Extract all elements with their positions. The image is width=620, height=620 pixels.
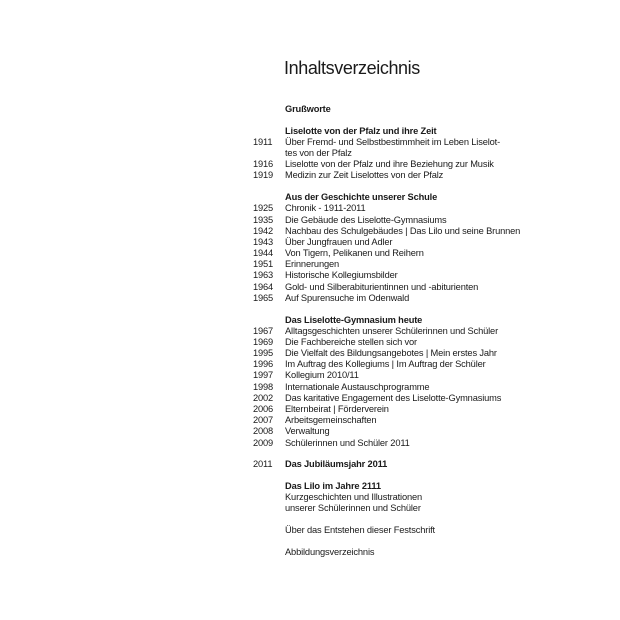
toc-heading-grussworte[interactable] bbox=[0, 104, 620, 115]
entry-title: Schülerinnen und Schüler 2011 bbox=[285, 437, 410, 448]
entry-year: 2009 bbox=[253, 437, 274, 448]
entry-year: 1967 bbox=[253, 325, 274, 336]
entry-year: 1916 bbox=[253, 159, 274, 170]
entry-year: 1998 bbox=[253, 381, 274, 392]
heading-text: Das Lilo im Jahre 2111 bbox=[285, 480, 381, 491]
entry-year: 2011 bbox=[253, 459, 273, 470]
heading-text: Das Liselotte-Gymnasium heute bbox=[285, 314, 423, 325]
entry-year: 2007 bbox=[253, 415, 274, 426]
entry-year: 2008 bbox=[253, 426, 274, 437]
toc-entry[interactable] bbox=[0, 393, 620, 404]
toc-entry-abbildungen[interactable] bbox=[0, 547, 620, 558]
toc-heading-pfalz[interactable] bbox=[0, 126, 620, 137]
toc-entry[interactable] bbox=[0, 492, 620, 503]
entry-year: 1911 bbox=[253, 136, 273, 147]
toc-entry[interactable] bbox=[0, 237, 620, 248]
entry-title: Kurzgeschichten und Illustrationen bbox=[285, 492, 423, 503]
entry-title: Über Jungfrauen und Adler bbox=[285, 236, 393, 247]
entry-title: Gold- und Silberabiturientinnen und -abiturienten bbox=[285, 281, 479, 292]
toc-entry[interactable] bbox=[0, 270, 620, 281]
toc-entry[interactable] bbox=[0, 438, 620, 449]
toc-entry[interactable] bbox=[0, 159, 620, 170]
toc-entry[interactable] bbox=[0, 226, 620, 237]
toc-entry[interactable] bbox=[0, 370, 620, 381]
entry-year: 1944 bbox=[253, 248, 274, 259]
entry-title: Das karitative Engagement des Liselotte-Gymnasiums bbox=[285, 392, 502, 403]
entry-title: Arbeitsgemeinschaften bbox=[285, 415, 377, 426]
entry-year: 2002 bbox=[253, 392, 274, 403]
entry-title: Abbildungsverzeichnis bbox=[285, 546, 375, 557]
entry-title: Die Vielfalt des Bildungsangebotes | Mein erstes Jahr bbox=[285, 348, 497, 359]
toc-entry[interactable] bbox=[0, 326, 620, 337]
entry-title: Alltagsgeschichten unserer Schülerinnen und Schüler bbox=[285, 325, 499, 336]
toc-entry[interactable] bbox=[0, 415, 620, 426]
entry-year: 1963 bbox=[253, 270, 274, 281]
toc-entry[interactable] bbox=[0, 359, 620, 370]
entry-title: Liselotte von der Pfalz und ihre Beziehung zur Musik bbox=[285, 159, 494, 170]
toc-entry-continuation[interactable] bbox=[0, 148, 620, 159]
entry-year: 1995 bbox=[253, 348, 274, 359]
entry-year: 1935 bbox=[253, 214, 274, 225]
entry-title: Auf Spurensuche im Odenwald bbox=[285, 292, 410, 303]
entry-title: Die Fachbereiche stellen sich vor bbox=[285, 336, 417, 347]
entry-year: 1997 bbox=[253, 370, 274, 381]
toc-entry[interactable] bbox=[0, 170, 620, 181]
heading-text: Das Jubiläumsjahr 2011 bbox=[285, 459, 388, 470]
heading-text: Grußworte bbox=[285, 104, 331, 114]
entry-year: 1969 bbox=[253, 336, 274, 347]
toc-entry[interactable] bbox=[0, 337, 620, 348]
toc-entry[interactable] bbox=[0, 137, 620, 148]
toc-entry[interactable] bbox=[0, 203, 620, 214]
entry-title: Über das Entstehen dieser Festschrift bbox=[285, 525, 435, 535]
toc-entry[interactable] bbox=[0, 215, 620, 226]
entry-year: 1943 bbox=[253, 236, 274, 247]
entry-year: 1996 bbox=[253, 359, 274, 370]
entry-year: 1925 bbox=[253, 203, 274, 214]
entry-year: 1951 bbox=[253, 259, 274, 270]
toc-heading-lilo-2111[interactable] bbox=[0, 481, 620, 492]
entry-title: Nachbau des Schulgebäudes | Das Lilo und seine Brunnen bbox=[285, 225, 521, 236]
toc-entry-festschrift[interactable] bbox=[0, 525, 620, 536]
heading-text: Liselotte von der Pfalz und ihre Zeit bbox=[285, 125, 437, 136]
toc-entry-continuation[interactable] bbox=[0, 503, 620, 514]
entry-title: Von Tigern, Pelikanen und Reihern bbox=[285, 248, 424, 259]
toc-entry[interactable] bbox=[0, 382, 620, 393]
entry-title: Über Fremd- und Selbstbestimmheit im Leben Liselot- bbox=[285, 136, 501, 147]
entry-title: Chronik - 1911-2011 bbox=[285, 203, 366, 214]
toc-entry[interactable] bbox=[0, 259, 620, 270]
entry-year: 1919 bbox=[253, 170, 274, 181]
toc-entry[interactable] bbox=[0, 404, 620, 415]
toc-heading-geschichte[interactable] bbox=[0, 192, 620, 203]
table-of-contents bbox=[0, 104, 620, 558]
entry-title: Elternbeirat | Förderverein bbox=[285, 404, 389, 414]
entry-year: 1942 bbox=[253, 225, 274, 236]
entry-year: 1964 bbox=[253, 281, 274, 292]
toc-entry[interactable] bbox=[0, 293, 620, 304]
entry-title: Internationale Austauschprogramme bbox=[285, 381, 430, 392]
entry-title: Kollegium 2010/11 bbox=[285, 370, 359, 381]
toc-heading-jubilaeum[interactable] bbox=[0, 459, 620, 470]
entry-title: Erinnerungen bbox=[285, 259, 340, 270]
toc-entry[interactable] bbox=[0, 348, 620, 359]
entry-title: Verwaltung bbox=[285, 426, 330, 437]
toc-heading-heute[interactable] bbox=[0, 315, 620, 326]
entry-year: 1965 bbox=[253, 292, 274, 303]
toc-entry[interactable] bbox=[0, 282, 620, 293]
entry-title: unserer Schülerinnen und Schüler bbox=[285, 503, 421, 514]
toc-entry[interactable] bbox=[0, 248, 620, 259]
page-title: Inhaltsverzeichnis bbox=[284, 58, 420, 78]
entry-year: 2006 bbox=[253, 404, 274, 414]
entry-title: Historische Kollegiumsbilder bbox=[285, 270, 398, 281]
entry-title: Medizin zur Zeit Liselottes von der Pfalz bbox=[285, 170, 444, 181]
entry-title: Die Gebäude des Liselotte-Gymnasiums bbox=[285, 214, 447, 225]
toc-entry[interactable] bbox=[0, 426, 620, 437]
entry-title: Im Auftrag des Kollegiums | Im Auftrag der Schüler bbox=[285, 359, 486, 370]
heading-text: Aus der Geschichte unserer Schule bbox=[285, 192, 438, 203]
entry-title: tes von der Pfalz bbox=[285, 148, 352, 159]
